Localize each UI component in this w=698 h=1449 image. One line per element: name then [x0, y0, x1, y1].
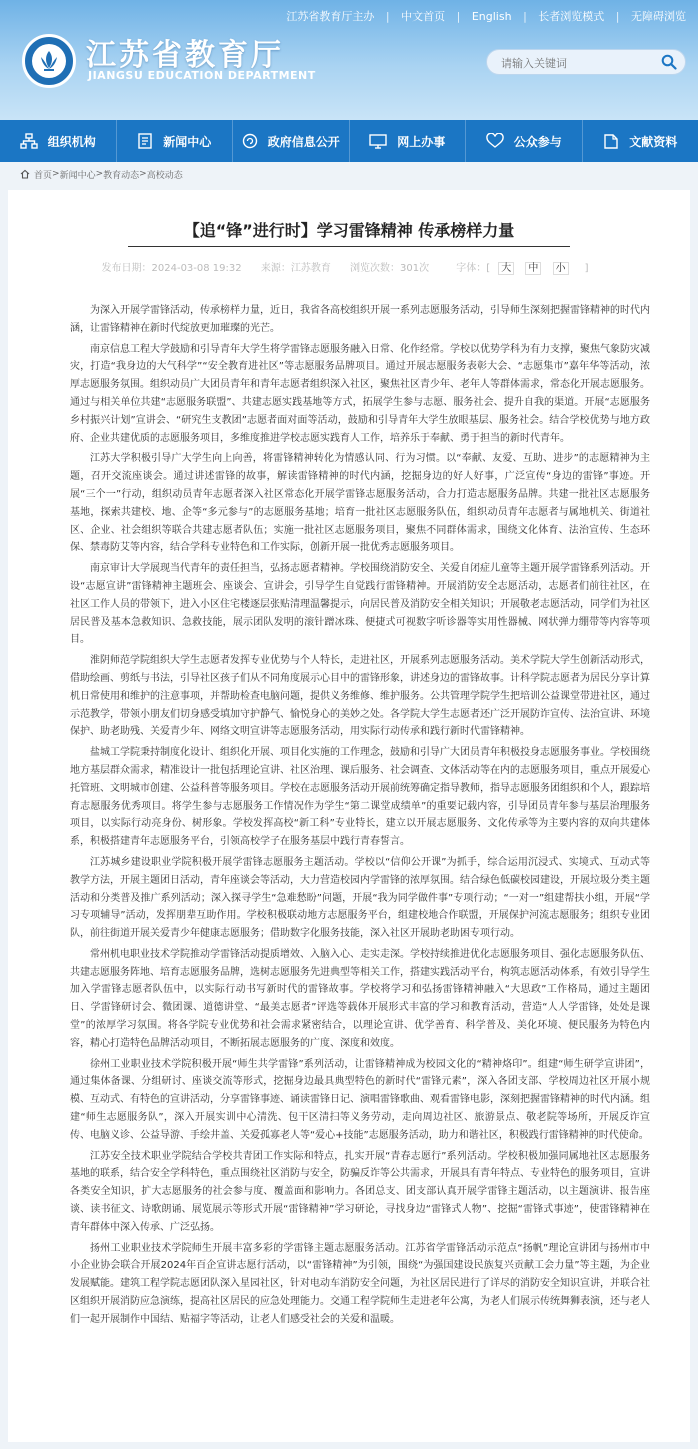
- breadcrumb-separator: >: [52, 169, 60, 179]
- site-subtitle: JIANGSU EDUCATION DEPARTMENT: [88, 69, 316, 82]
- home-icon: [20, 169, 30, 179]
- nav-item-online-service[interactable]: [350, 120, 467, 162]
- article-paragraph: 南京信息工程大学鼓励和引导青年大学生将学雷锋志愿服务融入日常、化作经常。学校以优势学科为有力支撑，聚焦气象防灾减灾，打造“我身边的大气科学”“安全教育进社区”等志愿服务品牌项目。通过开展志愿服务表彰大会、“志愿集市”嘉年华等活动，浓厚志愿服务氛围。组织动员广大团员青年和青年志愿者组织深入社区，聚焦社区青少年、老年人等群体需求，常态化开展志愿服务。通过与相关单位共建“志愿服务联盟”、共建志愿实践基地等方式，拓展学生参与志愿、服务社会、提升自我的渠道。开展“志愿服务乡村振兴计划”宣讲会、“研究生支教团”志愿者面对面等活动，鼓励和引导青年大学生放眼基层、服务社会。结合学校优势与地方政府、企业共建优质的志愿服务项目，多维度推进学校志愿实践育人工作，培养乐于奉献、勇于担当的新时代青年。: [70, 343, 650, 444]
- search-input[interactable]: [499, 53, 653, 73]
- host-label: 江苏省教育厅主办: [286, 10, 375, 23]
- article-paragraph: 为深入开展学雷锋活动，传承榜样力量，近日，我省各高校组织开展一系列志愿服务活动，引导师生深刻把握雷锋精神的时代内涵，让雷锋精神在新时代绽放更加璀璨的光芒。: [70, 305, 650, 334]
- article-paragraph: 江苏安全技术职业学院结合学校共青团工作实际和特点，扎实开展“青春志愿行”系列活动。学校积极加强同属地社区志愿服务基地的联系，结合安全学科特色，重点围绕社区消防与安全，防骗反诈等公共需求，开展具有青年特点、专业特色的服务项目，宣讲各类安全知识，扩大志愿服务的社会参与度、覆盖面和影响力。各团总支、团支部认真开展学雷锋主题活动，以主题演讲、报告座谈、读书征文、诗歌朗诵、展览展示等形式开展“雷锋精神”学习研论，寻找身边“雷锋式人物”、挖掘“雷锋式事迹”，使雷锋精神在青年群体中深入传承、广泛弘扬。: [70, 1150, 650, 1233]
- separator: |: [615, 10, 620, 23]
- logo-emblem-icon: [32, 44, 66, 78]
- nav-label: 新闻中心: [163, 134, 212, 149]
- site-header: [0, 0, 698, 120]
- article-paragraph: 盐城工学院秉持制度化设计、组织化开展、项目化实施的工作理念，鼓励和引导广大团员青年积极投身志愿服务事业。学校围绕地方基层群众需求，精准设计一批包括理论宣讲、社区治理、课后服务、社会调查、文体活动等在内的志愿服务项目，重点开展爱心托管班、文明城市创建、公益科普等服务项目。学校在志愿服务活动开展前统筹确定指导教师，指导志愿服务团组织和个人，跟踪培育志愿服务优秀项目。将学生参与志愿服务工作情况作为学生“第二课堂成绩单”的重要记载内容，引导团员青年参与基层治理服务项目，以实际行动亮身份、树形象。学校发挥高校“新工科”专业特长，建立以开展志愿服务、文化传承等为主要内容的双向共建体系，积极搭建青年志愿服务平台，引领高校学子在服务基层中践行青春誓言。: [70, 747, 650, 848]
- article-paragraph: 南京审计大学展现当代青年的责任担当，弘扬志愿者精神。学校围绕消防安全、关爱自闭症儿童等主题开展学雷锋系列活动。开设“志愿宣讲”雷锋精神主题班会、座谈会、宣讲会，引导学生自觉践行雷锋精神。开展消防安全志愿活动，志愿者们前往社区，在社区工作人员的带领下，进入小区住宅楼逐层张贴清理温馨提示，向居民普及消防安全相关知识；开展敬老志愿活动，同学们为社区居民普及基本急救知识、急救技能，展示团队发明的滚针蹭冰珠、便捷式可视数字听诊器等实用性器械、网状弹力绷带等内容等项目。: [70, 563, 650, 646]
- publish-date: 发布日期：2024-03-08 19:32: [101, 263, 242, 274]
- article-paragraph: 江苏大学积极引导广大学生向上向善，将雷锋精神转化为情感认同、行为习惯。以“奉献、友爱、互助、进步”的志愿精神为主题，召开交流座谈会。通过讲述雷锋的故事，解读雷锋精神的时代内涵，挖掘身边的好人好事，广泛宣传“身边的雷锋”事迹。开展“三个一”行动，组织动员青年志愿者深入社区常态化开展学雷锋志愿服务活动，合力打造志愿服务品牌。共建一批社区志愿服务基地，探索共建校、地、企等“多元参与”的志愿服务基地；培育一批社区志愿服务队伍，组织动员青年志愿者与属地机关、街道社区、企业、社会组织等联合共建志愿者队伍；实施一批社区志愿服务项目，聚焦不同群体需求，围绕文化体育、法治宣传、生态环保、禁毒防艾等内容，结合学科专业特色和工作实际，创新开展一批优秀志愿服务项目。: [70, 453, 650, 554]
- separator: |: [456, 10, 461, 23]
- top-links-bar: [282, 8, 690, 24]
- article-paragraph: 常州机电职业技术学院推动学雷锋活动提质增效、入脑入心、走实走深。学校持续推进优化志愿服务项目、强化志愿服务队伍、共建志愿服务阵地、培育志愿服务品牌，选树志愿服务先进典型等相关工作，搭建实践活动平台，构筑志愿活动体系，有效引导学生加入学雷锋志愿者队伍中，以实际行动书写新时代的雷锋故事。学校将学习和弘扬雷锋精神融入“大思政”工作格局，通过主题团日、学雷锋研讨会、微团课、道德讲堂、“最美志愿者”评选等载体开展形式丰富的学习和教育活动，营造“人人学雷锋，处处是课堂”的浓厚学习氛围。将各学院专业优势和社会需求紧密结合，以理论宣讲、优学善育、科学普及、美化环境、便民服务为特色内容，精心打造特色品牌活动项目，不断拓展志愿服务的广度、深度和效度。: [70, 948, 650, 1049]
- article-meta: [8, 259, 690, 274]
- breadcrumb-edu-news[interactable]: 教育动态: [103, 170, 140, 181]
- font-size-small[interactable]: 小: [553, 262, 569, 275]
- nav-item-public-participation[interactable]: [466, 120, 583, 162]
- nav-item-documents[interactable]: [583, 120, 698, 162]
- separator: |: [523, 10, 527, 23]
- view-count: 浏览次数：301次: [350, 263, 430, 274]
- nav-item-news[interactable]: [117, 120, 234, 162]
- service-icon: [369, 133, 387, 149]
- article-paragraph: 淮阴师范学院组织大学生志愿者发挥专业优势与个人特长，走进社区，开展系列志愿服务活动。美术学院大学生创新活动形式，借助绘画、剪纸与书法，引导社区孩子们从不同角度展示心目中的雷锋形象，讲述身边的雷锋故事。计科学院志愿者为居民分享计算机日常使用和维护的注意事项，并帮助检查电脑问题，提供义务维修、维护服务。公共管理学院学生把培训公益课堂带进社区，通过示范教学，带领小朋友们切身感受填加守护静气、愉悦身心的美妙之处。各学院大学生志愿者还广泛开展防诈宣传、法治宣讲、环境保护、助老助残、关爱青少年、网络文明宣讲等志愿服务活动，用实际行动传承和践行新时代雷锋精神。: [70, 655, 650, 738]
- article-body: [70, 302, 650, 1332]
- search-icon[interactable]: [661, 54, 677, 74]
- font-size-switcher: [448, 263, 596, 274]
- search-box: [486, 49, 686, 75]
- link-chinese-home[interactable]: 中文首页: [401, 10, 446, 23]
- nav-label: 政府信息公开: [267, 134, 340, 149]
- article-title: 【追“锋”进行时】学习雷锋精神 传承榜样力量: [183, 221, 515, 240]
- nav-label: 文献资料: [629, 134, 678, 149]
- separator: |: [385, 10, 390, 23]
- breadcrumb-separator: >: [139, 169, 147, 179]
- font-size-label: 字体：[: [456, 263, 491, 274]
- public-icon: [486, 133, 504, 149]
- breadcrumb-separator: >: [95, 169, 104, 179]
- font-size-large[interactable]: 大: [498, 262, 514, 275]
- info-icon: [242, 133, 258, 149]
- nav-item-gov-info[interactable]: [233, 120, 350, 162]
- link-english[interactable]: English: [471, 10, 512, 23]
- article-paragraph: 扬州工业职业技术学院师生开展丰富多彩的学雷锋主题志愿服务活动。江苏省学雷锋活动示范点“扬帆”理论宣讲团与扬州市中小企业协会联合开展2024年百企宣讲志愿行活动，以“雷锋精神”为引领，围绕“为强国建设民族复兴贡献工会力量”等主题，为企业发展赋能。建筑工程学院志愿团队深入星园社区，针对电动车消防安全问题，为社区居民进行了详尽的消防安全知识宣讲，并联合社区组织开展消防应急演练，提高社区居民的应急处理能力。交通工程学院师生走进老年公寓，为老人们展示传统舞狮表演，还与老人们一起开展制作中国结、贴福字等活动，让老人们感受社会的关爱和温暖。: [70, 1242, 650, 1325]
- docs-icon: [603, 133, 619, 149]
- breadcrumb-home[interactable]: 首页: [34, 170, 53, 181]
- article-source: 来源：江苏教育: [260, 263, 331, 274]
- breadcrumb: [0, 162, 698, 186]
- nav-label: 组织机构: [47, 134, 96, 149]
- nav-label: 网上办事: [397, 134, 446, 149]
- site-logo[interactable]: [22, 34, 76, 88]
- article-paragraph: 江苏城乡建设职业学院积极开展学雷锋志愿服务主题活动。学校以“信仰公开课”为抓手，综合运用沉浸式、实境式、互动式等教学方法，开展主题团日活动，青年座谈会等活动，大力营造校园内学雷锋的浓厚氛围。结合绿色低碳校园建设，开展垃圾分类主题活动和分类普及推广系列活动；深入探寻学生“急难愁盼”问题，开展“我为同学做件事”专项行动；“一对一”组建帮扶小组，开展“学习专项辅导”活动，发挥朋辈互助作用。学校积极联动地方志愿服务平台，组建校地合作联盟，开展保护河流志愿服务；组织专业团队，前往街道开展关爱青少年健康志愿服务；借助数字化服务技能，深入社区开展助老助困专项行动。: [70, 856, 650, 940]
- font-size-bracket: ]: [584, 263, 589, 274]
- link-accessibility[interactable]: 无障碍浏览: [631, 10, 686, 23]
- news-icon: [137, 133, 153, 149]
- article-card: [8, 190, 690, 1442]
- link-elder-mode[interactable]: 长者浏览模式: [538, 10, 605, 23]
- org-icon: [20, 133, 38, 149]
- breadcrumb-university-news[interactable]: 高校动态: [146, 170, 183, 181]
- title-divider: [128, 246, 570, 247]
- article-paragraph: 徐州工业职业技术学院积极开展“师生共学雷锋”系列活动，让雷锋精神成为校园文化的“精神烙印”。组建“师生研学宣讲团”，通过集体备课、分组研讨、座谈交流等形式，挖掘身边最具典型特色的新时代“雷锋元素”，深入各团支部、学校周边社区开展小规模、互动式、有特色的宣讲活动，分享雷锋事迹、诵读雷锋日记、演唱雷锋歌曲、观看雷锋电影，深刻把握雷锋精神的时代内涵。组建“师生志愿服务队”，深入开展实训中心清洗、包干区清扫等义务劳动，走向周边社区、旅游景点、敬老院等场所，开展反诈宣传、电脑义诊、公益导游、手绘井盖、关爱孤寡老人等“爱心+技能”志愿服务活动，助力和谐社区，积极践行雷锋精神的时代使命。: [70, 1058, 650, 1141]
- main-nav: [0, 120, 698, 162]
- font-size-medium[interactable]: 中: [525, 262, 541, 275]
- site-title: 江苏省教育厅: [86, 38, 284, 73]
- nav-label: 公众参与: [513, 134, 562, 149]
- breadcrumb-news-center[interactable]: 新闻中心: [59, 170, 96, 181]
- nav-item-organization[interactable]: [0, 120, 117, 162]
